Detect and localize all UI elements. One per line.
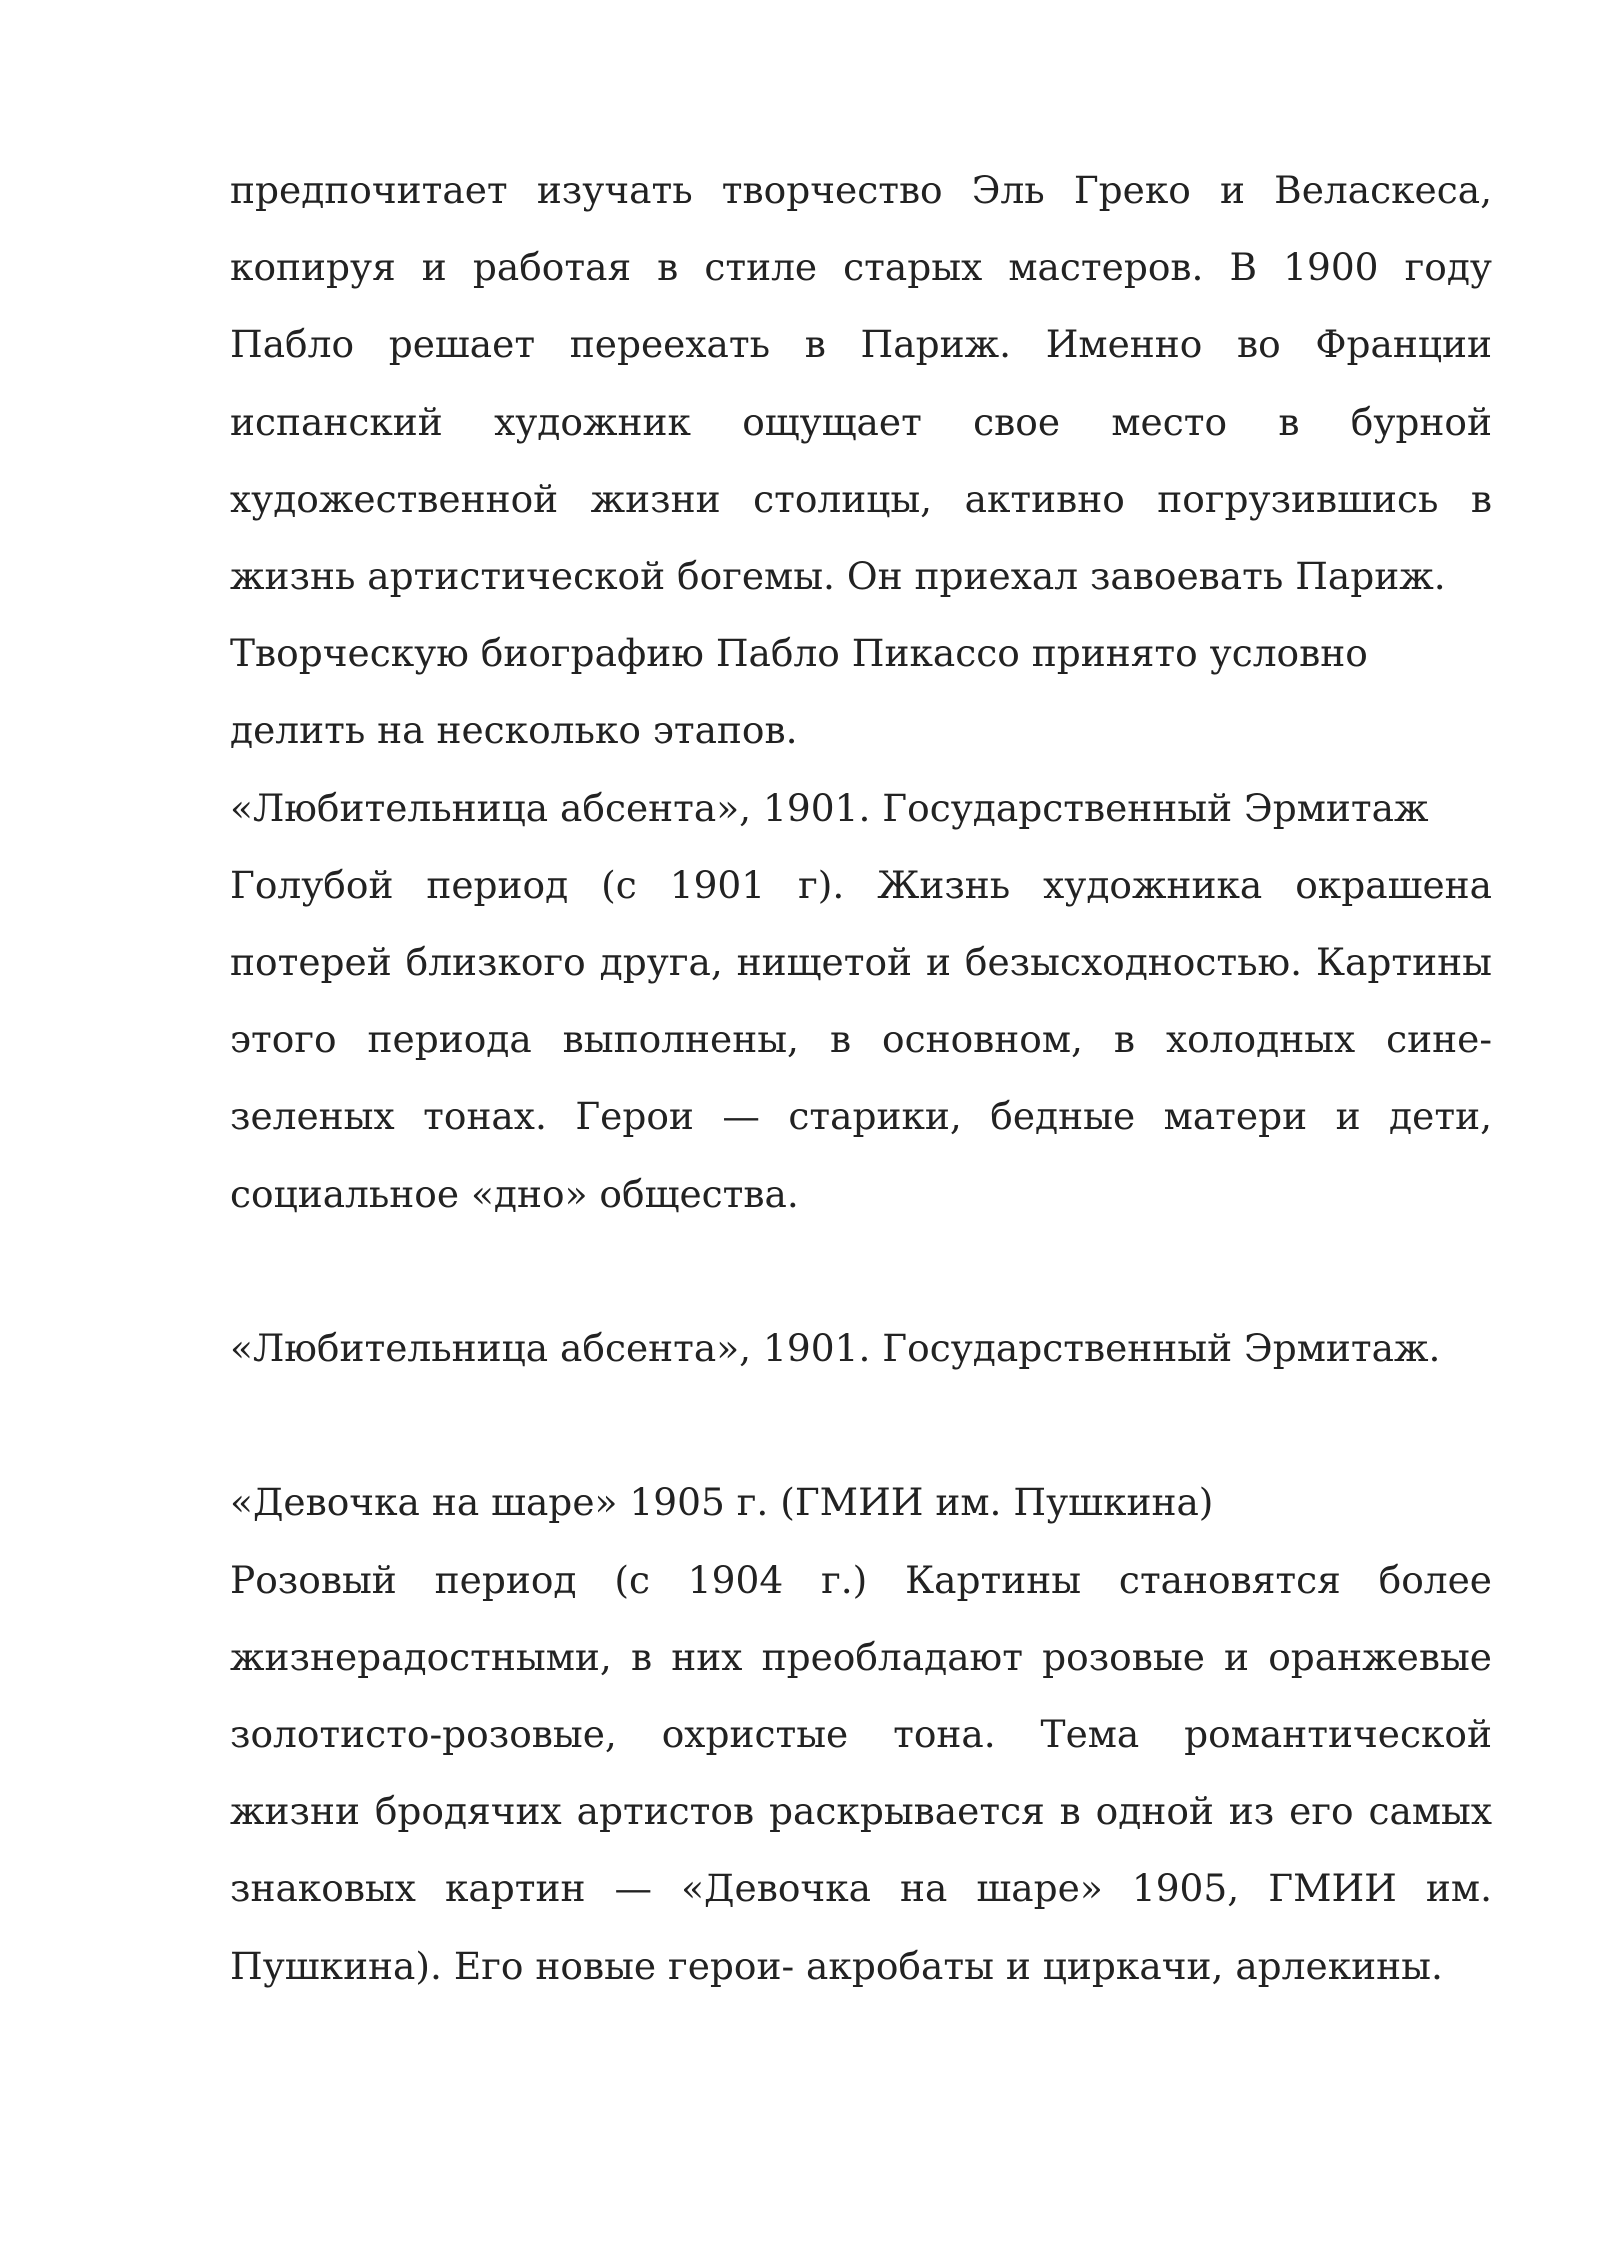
caption-girl-on-ball: «Девочка на шаре» 1905 г. (ГМИИ им. Пушкина) — [230, 1480, 1214, 1525]
caption-absinthe-drinker: «Любительница абсента», 1901. Государственный Эрмитаж — [230, 785, 1429, 830]
paragraph-biography-stages: Творческую биографию Пабло Пикассо принято условно делить на несколько этапов. — [230, 631, 1368, 753]
paragraph-paris-move: предпочитает изучать творчество Эль Греко и Веласкеса, копируя и работая в стиле старых мастеров. В 1900 году Пабло решает переехать в Париж. Именно во Франции испанский художник ощущает свое место в бурной художественной жизни столицы, активно погрузившись в жизнь артистической богемы. Он приехал завоевать Париж. — [230, 168, 1492, 599]
paragraph-rose-period: Розовый период (с 1904 г.) Картины становятся более жизнерадостными, в них преобладают розовые и оранжевые золотисто-розовые, охристые тона. Тема романтической жизни бродячих артистов раскрывается в одной из его самых знаковых картин — «Девочка на шаре» 1905, ГМИИ им. Пушкина). Его новые герои- акробаты и циркачи, арлекины. — [230, 1557, 1492, 1988]
paragraph-blue-period: Голубой период (с 1901 г). Жизнь художника окрашена потерей близкого друга, нищетой и безысходностью. Картины этого периода выполнены, в основном, в холодных сине-зеленых тонах. Герои — старики, бедные матери и дети, социальное «дно» общества. — [230, 862, 1492, 1216]
blank-line — [230, 1387, 1492, 1464]
caption-absinthe-drinker-repeat: «Любительница абсента», 1901. Государственный Эрмитаж. — [230, 1326, 1441, 1371]
document-page — [230, 152, 1492, 2005]
blank-line — [230, 1233, 1492, 1310]
